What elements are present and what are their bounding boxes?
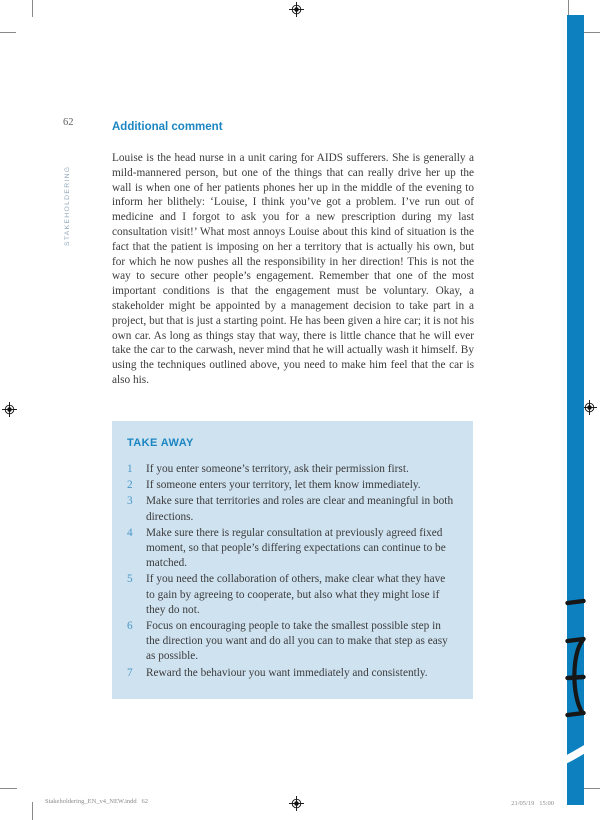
take-away-item	[127, 619, 455, 665]
take-away-item-text: Make sure there is regular consultation at previously agreed fixed moment, so that people’s differing expectations can continue to be matched.	[146, 526, 446, 570]
chapter-spine-label: STAKEHOLDERING	[64, 165, 71, 246]
crop-mark-top-right-vertical	[568, 0, 569, 15]
take-away-item-text: Focus on encouraging people to take the smallest possible step in the direction you want and do all you can to make that step as easy as possible.	[146, 620, 448, 663]
take-away-item-text: If you enter someone’s territory, ask their permission first.	[146, 463, 409, 475]
footer-timestamp: 21/05/19 15:00	[511, 800, 554, 807]
registration-mark-icon	[582, 400, 597, 415]
take-away-item-number: 1	[127, 463, 133, 475]
take-away-item	[127, 572, 455, 618]
take-away-item-text: Reward the behaviour you want immediately and consistently.	[146, 666, 428, 679]
take-away-box	[112, 421, 473, 699]
registration-mark-icon	[289, 2, 304, 17]
take-away-item-number: 5	[127, 573, 133, 586]
take-away-item-number: 3	[127, 495, 133, 508]
crop-mark-bottom-left-horizontal	[0, 788, 17, 789]
take-away-list	[127, 462, 455, 681]
take-away-item-number: 4	[127, 526, 133, 539]
take-away-item-text: If someone enters your territory, let them know immediately.	[146, 479, 421, 492]
take-away-item	[127, 666, 455, 681]
take-away-item	[127, 462, 455, 477]
footer-filename: Stakeholdering_EN_v4_NEW.indd 62	[45, 798, 149, 805]
take-away-item-number: 6	[127, 620, 133, 633]
registration-mark-icon	[289, 796, 304, 811]
section-heading: Additional comment	[112, 121, 223, 133]
take-away-item-text: Make sure that territories and roles are clear and meaningful in both directions.	[146, 495, 454, 523]
take-away-title: TAKE AWAY	[127, 437, 194, 449]
registration-mark-icon	[2, 402, 17, 417]
crop-mark-top-left-horizontal	[0, 32, 16, 33]
crop-mark-bottom-left-vertical	[32, 802, 33, 820]
take-away-item	[127, 494, 455, 524]
white-slash-decoration	[560, 738, 600, 768]
crop-mark-top-left-vertical	[32, 0, 33, 17]
take-away-item-number: 2	[127, 479, 133, 492]
take-away-item-text: If you need the collaboration of others, make clear what they have to gain by agreeing to cooperate, but also what they might lose if they do not.	[146, 573, 446, 616]
take-away-item	[127, 526, 455, 572]
page-number: 62	[63, 117, 74, 128]
body-paragraph: Louise is the head nurse in a unit caring for AIDS sufferers. She is generally a mild-mannered person, but one of the things that can really drive her up the wall is when one of her patients phones her up in the middle of the evening to inform her blithely: ‘Louise, I think you’ve got a problem. I’ve run out of medicine and I forgot to ask you for a new prescription during my last consultation visit!’ What most annoys Louise about this kind of situation is the fact that the patient is imposing on her a territory that is actually his own, but for which he now pushes all the responsibility in her direction! This is not the way to secure other people’s engagement. Remember that one of the most important conditions is that the engagement must be voluntary. Okay, a stakeholder might be appointed by a management decision to take part in a project, but that is just a starting point. He has been given a hire car; it is not his own car. As long as things stay that way, there is little chance that he will ever take the car to the carwash, never mind that he will actually wash it himself. By using the techniques outlined above, you need to make him feel that the car is also his.	[112, 152, 474, 386]
globe-illustration-fragment	[558, 592, 600, 727]
take-away-item	[127, 478, 455, 493]
take-away-item-number: 7	[127, 666, 133, 679]
crop-mark-bottom-right-horizontal	[584, 788, 600, 789]
crop-mark-top-right-horizontal	[584, 32, 600, 33]
